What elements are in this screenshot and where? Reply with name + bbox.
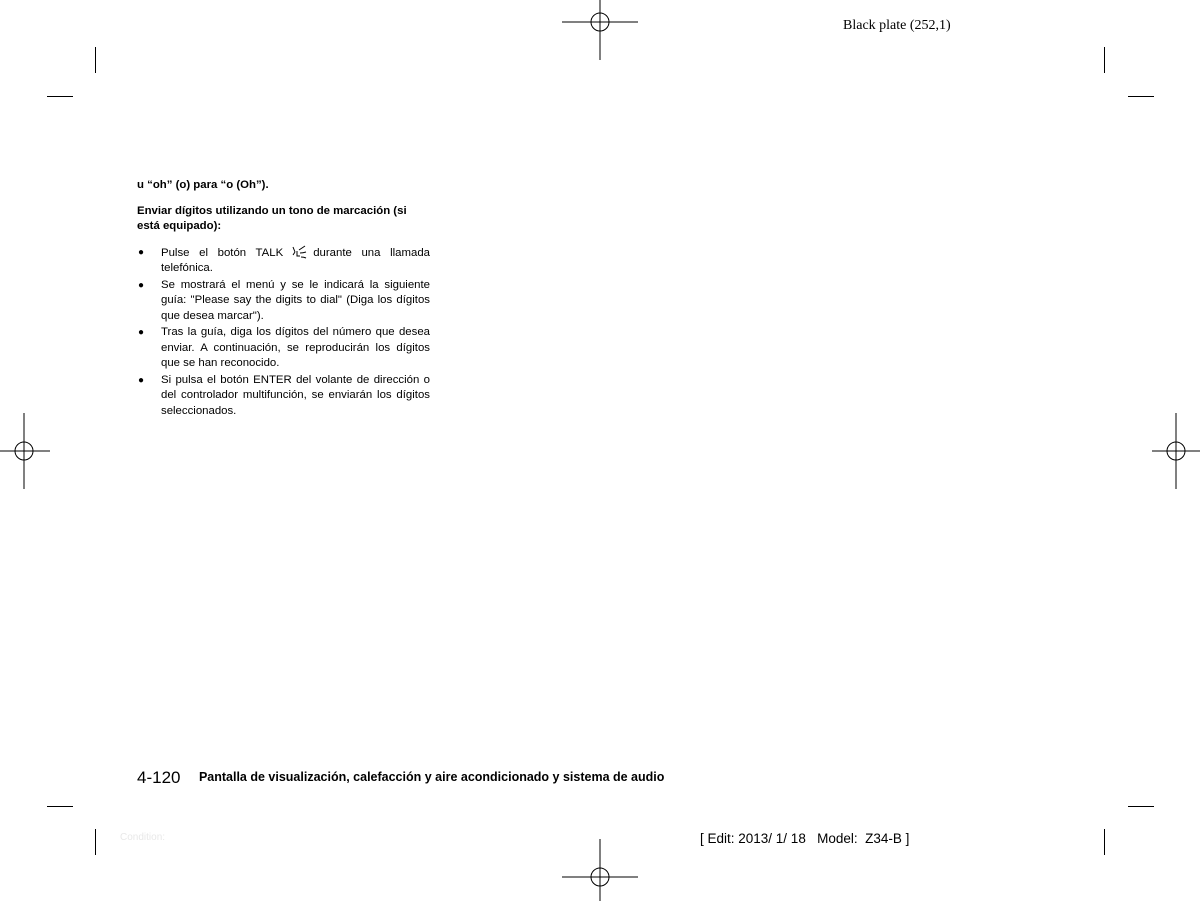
edit-info: [ Edit: 2013/ 1/ 18 Model: Z34-B ] bbox=[700, 831, 910, 846]
crop-mark bbox=[1128, 806, 1154, 807]
registration-mark-icon bbox=[0, 413, 62, 489]
bullet-text: Tras la guía, diga los dígitos del número que desea enviar. A continuación, se reproducirán los dígitos que se han reconocido. bbox=[161, 326, 430, 369]
crop-mark bbox=[1104, 829, 1105, 855]
crop-mark bbox=[1104, 47, 1105, 73]
chapter-title: Pantalla de visualización, calefacción y aire acondicionado y sistema de audio bbox=[198, 770, 665, 784]
section-heading: Enviar dígitos utilizando un tono de marcación (si está equipado): bbox=[137, 204, 407, 232]
list-item bbox=[137, 325, 430, 372]
bullet-text: Pulse el botón TALK bbox=[161, 246, 284, 259]
page-number: 4-120 bbox=[137, 768, 181, 787]
bullet-text: durante una llamada telefónica. bbox=[161, 246, 430, 274]
crop-mark bbox=[47, 96, 73, 97]
bullet-icon: ● bbox=[138, 374, 145, 386]
bullet-text: Si pulsa el botón ENTER del volante de dirección o del controlador multifunción, se enviarán los dígitos seleccionados. bbox=[161, 373, 430, 417]
text-column bbox=[137, 178, 430, 420]
continued-text: u “oh” (o) para “o (Oh”). bbox=[137, 179, 269, 191]
condition-label: Condition: bbox=[120, 832, 166, 843]
registration-mark-icon bbox=[562, 0, 638, 60]
bullet-icon: ● bbox=[138, 279, 145, 291]
crop-mark bbox=[47, 806, 73, 807]
plate-label: Black plate (252,1) bbox=[843, 18, 951, 33]
bullet-icon: ● bbox=[138, 327, 145, 338]
bullet-icon: ● bbox=[138, 246, 145, 258]
list-item bbox=[137, 245, 430, 277]
talk-icon bbox=[289, 245, 307, 259]
list-item bbox=[137, 373, 430, 420]
registration-mark-icon bbox=[1138, 413, 1200, 489]
bullet-text: Se mostrará el menú y se le indicará la siguiente guía: "Please say the digits to dial" (Diga los dígitos que desea marcar"). bbox=[161, 278, 430, 322]
crop-mark bbox=[1128, 96, 1154, 97]
list-item bbox=[137, 278, 430, 325]
crop-mark bbox=[95, 829, 96, 855]
bullet-list bbox=[137, 245, 430, 420]
registration-mark-icon bbox=[562, 839, 638, 915]
crop-mark bbox=[95, 47, 96, 73]
page-footer bbox=[137, 768, 664, 788]
